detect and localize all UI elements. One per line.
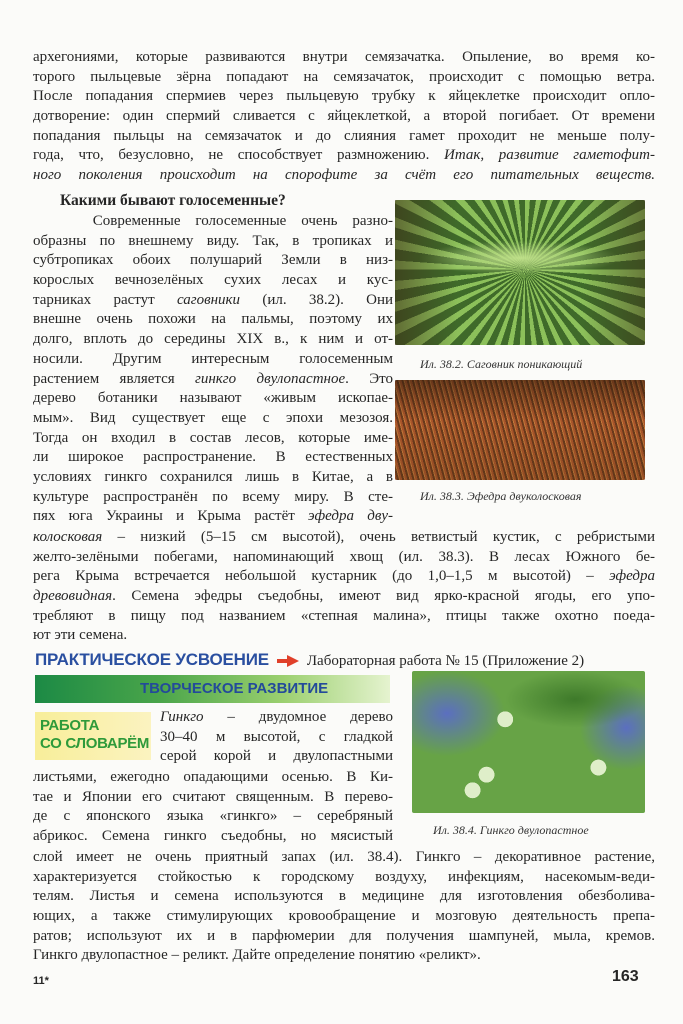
cycad-photo (395, 200, 645, 345)
text-segment: ют эти семена. (33, 627, 128, 644)
text-line (33, 587, 655, 607)
text-line (33, 291, 393, 311)
text-line (33, 788, 393, 808)
italic-text: эфедра (609, 568, 655, 585)
text-line (160, 728, 393, 748)
page-number: 163 (612, 968, 639, 985)
text-line (33, 927, 655, 947)
text-segment: культуре распространён по всему миру. В сте- (33, 488, 393, 505)
ephedra-paragraph (33, 528, 655, 646)
text-segment: характеризуется стойкостью к городскому воздуху, инфекциям, насекомым-веди- (33, 868, 655, 885)
text-line (33, 946, 655, 966)
ginkgo-paragraph-column (33, 768, 393, 847)
italic-text: Итак, развитие гаметофит- (444, 147, 655, 164)
ginkgo-paragraph-indent (160, 708, 393, 767)
text-segment: тае и Японии его считают священным. В перево- (33, 788, 393, 805)
text-segment: 30–40 м высотой, с гладкой (160, 728, 393, 745)
text-line (33, 567, 655, 587)
italic-text: саговники (176, 291, 241, 308)
text-line (33, 409, 393, 429)
figure-caption-38-4: Ил. 38.4. Гинкго двулопастное (433, 823, 589, 837)
text-line (33, 127, 655, 147)
dictionary-label-line1: РАБОТА (40, 717, 100, 734)
practical-section-line (35, 649, 584, 671)
intro-paragraph (33, 48, 655, 186)
text-segment: абрикос. Семена гинкго съедобны, но мясистый (33, 828, 393, 845)
text-line (33, 827, 393, 847)
text-line (33, 146, 655, 166)
text-segment: рега Крыма встречается небольшой кустарник (до 1,0–1,5 м высотой) – (33, 568, 610, 585)
ephedra-photo (395, 380, 645, 480)
text-line (33, 907, 655, 927)
text-line (33, 370, 393, 390)
italic-text: колосковая (33, 529, 103, 545)
text-line (33, 271, 393, 291)
text-segment: . Семена эфедры съедобны, имеют вид ярко-красной ягоды, его упо- (112, 588, 655, 605)
text-line (33, 607, 655, 627)
italic-text: древовидная (33, 588, 113, 605)
text-segment: телям. Листья и семена используются в медицине для изготовления обезболива- (33, 888, 655, 905)
text-segment: субтропиках обоих полушарий Земли в низ- (33, 252, 393, 269)
text-segment: дотворение: один спермий сливается с яйцеклеткой, а второй погибает. От времени (33, 108, 655, 125)
text-segment: архегониями, которые развиваются внутри семязачатка. Опыление, во время ко- (33, 49, 655, 65)
text-segment: ющих, а также стимулирующих кровообращение и мозговую деятельность препа- (33, 908, 655, 925)
text-segment: ли широкое распространение. В естественных (33, 449, 393, 466)
signature-mark: 11* (33, 975, 49, 987)
text-segment: носили. Другим интересным голосеменным (33, 350, 393, 367)
text-segment: корослых вечнозелёных сухих лесах и кус- (33, 272, 393, 289)
text-segment: Тогда он входил в состав лесов, которые име- (33, 429, 393, 446)
text-line (33, 212, 393, 232)
text-segment: – двудомное дерево (203, 709, 393, 725)
figure-caption-38-3: Ил. 38.3. Эфедра двуколосковая (420, 489, 582, 503)
creative-development-banner (35, 675, 390, 703)
text-line (33, 310, 393, 330)
arrow-right-icon (287, 655, 299, 667)
ginkgo-photo (412, 671, 645, 813)
text-line (33, 48, 655, 68)
ginkgo-paragraph-full (33, 848, 655, 966)
text-segment: (ил. 38.2). Они (240, 291, 393, 308)
text-line (33, 87, 655, 107)
lab-work-reference: Лабораторная работа № 15 (Приложение 2) (306, 653, 585, 669)
text-segment: дерево ботаники называют «живым ископае- (33, 390, 393, 407)
text-segment: мым». Вид существует еще с эпохи мезозоя. (33, 409, 393, 426)
text-line (33, 429, 393, 449)
text-segment: попадания пыльцы на семязачаток и до слияния гамет проходит не меньше полу- (33, 127, 655, 144)
text-line (33, 848, 655, 868)
text-segment: торого пыльцевые зёрна попадают на семязачаток, происходит с помощью ветра. (33, 68, 655, 85)
text-line (33, 626, 655, 646)
text-segment: Гинкго двулопастное – реликт. Дайте определение понятию «реликт». (33, 947, 481, 964)
text-segment: слой имеет не очень приятный запах (ил. 38.4). Гинкго – декоративное растение, (33, 849, 655, 865)
text-line (33, 488, 393, 508)
text-segment: – низкий (5–15 см высотой), очень ветвистый кустик, с ребристыми (102, 529, 655, 545)
text-segment: долго, вплоть до середины XIX в., к ним и от- (33, 331, 393, 348)
text-line (33, 232, 393, 252)
text-line (33, 389, 393, 409)
italic-text: гинкго двулопастное (195, 370, 346, 387)
text-segment: требляют в пищу под названием «степная малина», птицы также охотно поеда- (33, 607, 655, 624)
text-line (33, 887, 655, 907)
gymnosperms-paragraph (33, 212, 393, 527)
dictionary-label-line2: СО СЛОВАРЁМ (40, 735, 150, 752)
text-segment: желто-зелёными побегами, напоминающий хвощ (ил. 38.3). В лесах Южного бе- (33, 548, 655, 565)
text-line (33, 468, 393, 488)
text-segment: тарниках растут (33, 291, 177, 308)
text-line (33, 528, 655, 548)
text-line (160, 708, 393, 728)
text-line (33, 166, 655, 186)
text-line (33, 107, 655, 127)
italic-text: ного поколения происходит на спорофите за счёт его питательных веществ. (33, 167, 655, 184)
practical-title: ПРАКТИЧЕСКОЕ УСВОЕНИЕ (35, 650, 269, 669)
text-line (33, 768, 393, 788)
text-line (33, 330, 393, 350)
italic-text: Гинкго (160, 709, 204, 725)
dictionary-work-box (35, 712, 151, 760)
text-line (33, 807, 393, 827)
text-segment: . Это (345, 370, 393, 387)
text-segment: образны по внешнему виду. Так, в тропиках и (33, 232, 393, 249)
text-segment: листьями, ежегодно опадающими осенью. В Ки- (33, 769, 393, 785)
text-line (33, 548, 655, 568)
creative-title: ТВОРЧЕСКОЕ РАЗВИТИЕ (140, 680, 329, 697)
text-segment: После попадания спермиев через пыльцевую трубку к яйцеклетке происходит опло- (33, 88, 655, 105)
text-line (160, 747, 393, 767)
text-segment: де с японского языка «гинкго» – серебряный (33, 808, 393, 825)
text-line (33, 868, 655, 888)
text-line (33, 68, 655, 88)
text-segment: растением является (33, 370, 195, 387)
section-heading: Какими бывают голосеменные? (60, 192, 286, 209)
text-segment: ратов; используют их и в парфюмерии для получения шампуней, мыла, кремов. (33, 927, 655, 944)
text-segment: условиях гинкго сохранился лишь в Китае, а в (33, 468, 393, 485)
text-segment: года, что, безусловно, не способствует размножению. (33, 147, 445, 164)
text-segment: пях юга Украины и Крыма растёт (33, 508, 309, 525)
text-line (33, 350, 393, 370)
text-line (33, 507, 393, 527)
text-line (33, 448, 393, 468)
text-segment: серой корой и двулопастными (160, 748, 393, 765)
text-segment: Современные голосеменные очень разно- (33, 213, 393, 229)
figure-caption-38-2: Ил. 38.2. Саговник поникающий (420, 357, 583, 371)
italic-text: эфедра дву- (308, 508, 393, 525)
text-line (33, 251, 393, 271)
text-segment: внешне очень похожи на пальмы, поэтому их (33, 311, 393, 328)
